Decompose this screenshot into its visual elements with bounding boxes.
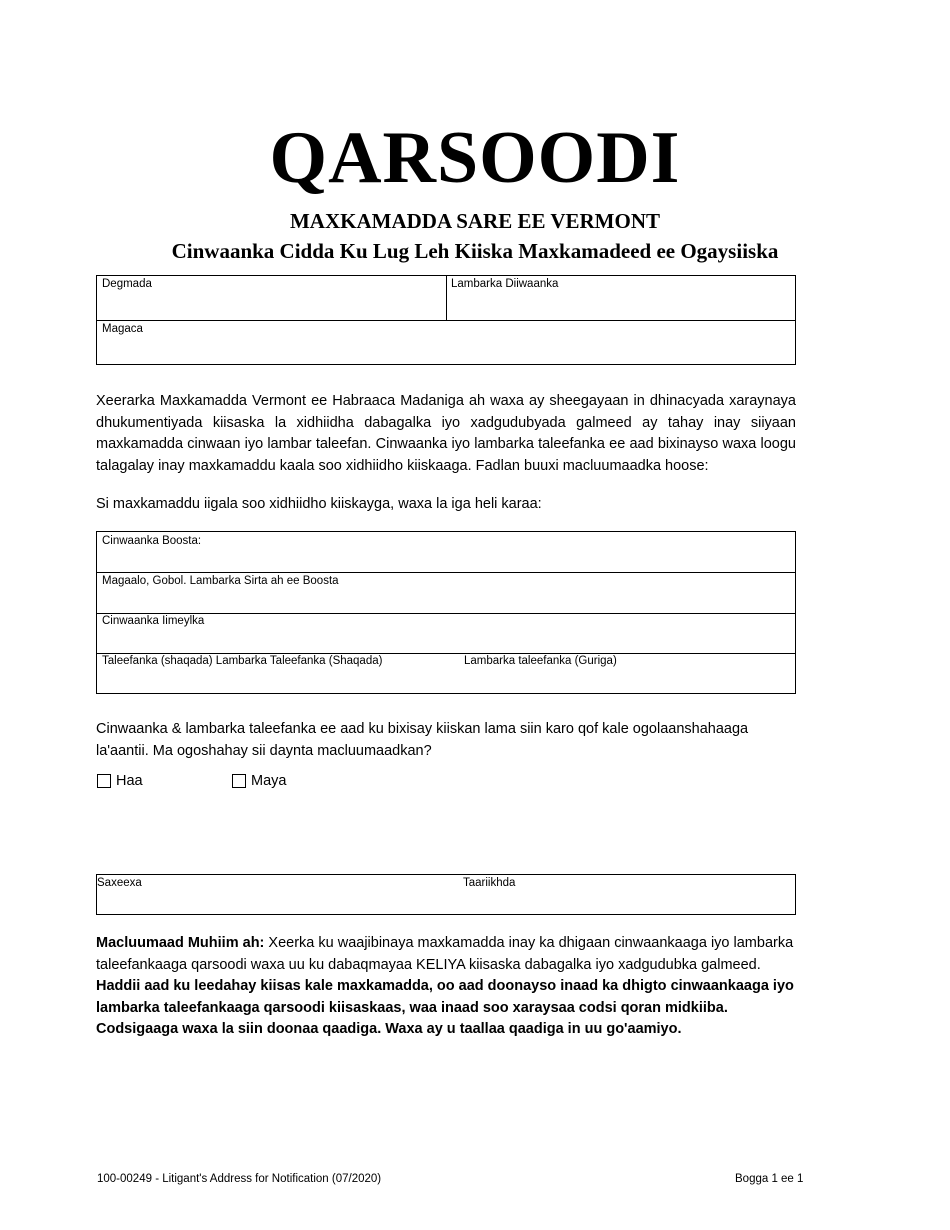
consent-question: Cinwaanka & lambarka taleefanka ee aad ku bixisay kiiskan lama siin karo qof kale ogolaanshahaaga la'aantii. Ma ogoshahay sii daynta macluumaadkan? — [96, 721, 749, 759]
case-info-box — [96, 275, 796, 365]
consent-yes-option[interactable] — [97, 773, 143, 789]
checkbox-icon[interactable] — [97, 774, 111, 788]
date-field-label[interactable]: Taariikhda — [463, 877, 516, 889]
mailing-address-field-label[interactable]: Cinwaanka Boosta: — [102, 535, 202, 547]
intro-paragraph: Xeerarka Maxkamadda Vermont ee Habraaca Madaniga ah waxa ay sheegayaan in dhinacyada xaraynaya dhukumentiyada kiisaska la xidhiidha dabagalka iyo xadgudubyada galmeed ay tahay inay siiyaan maxkamadda cinwaan iyo lambar taleefan. Cinwaanka iyo lambarka taleefanka ee aad bixinayso waxa loogu talagalay inay maxkamaddu kaala soo xidhiidho kiiskaaga. Fadlan buuxi macluumaadka hoose: — [96, 393, 796, 474]
contact-intro: Si maxkamaddu iigala soo xidhiidho kiiskayga, waxa la iga heli karaa: — [96, 496, 542, 512]
form-subtitle: Cinwaanka Cidda Ku Lug Leh Kiiska Maxkamadeed ee Ogaysiiska — [171, 239, 779, 263]
work-phone-field-label[interactable]: Taleefanka (shaqada) Lambarka Taleefanka (Shaqada) — [102, 655, 383, 667]
city-state-zip-field-label[interactable]: Magaalo, Gobol. Lambarka Sirta ah ee Boosta — [102, 575, 339, 587]
form-id-footer: 100-00249 - Litigant's Address for Notification (07/2020) — [97, 1173, 382, 1185]
page-number: Bogga 1 ee 1 — [735, 1173, 804, 1185]
consent-yes-label: Haa — [116, 773, 143, 789]
consent-no-option[interactable] — [232, 773, 286, 789]
unit-field-label[interactable]: Degmada — [102, 278, 152, 290]
notice-text: Xeerka ku waajibinaya maxkamadda inay ka dhigaan cinwaankaaga iyo lambarka taleefankaaga qarsoodi waxa uu ku dabaqmayaa KELIYA kiisaska dabagalka iyo xadgudubka galmeed. — [96, 935, 794, 973]
signature-box — [96, 874, 796, 915]
notice-bold-text: Haddii aad ku leedahay kiisas kale maxkamadda, oo aad doonayso inaad ka dhigto cinwaankaaga iyo lambarka taleefankaaga qarsoodi kiisaskaas, waa inaad soo xaraysaa codsi qoran midkiiba. Codsigaaga waxa la siin doonaa qaadiga. Waxa ay u taallaa qaadiga in uu go'aamiyo. — [96, 978, 794, 1038]
caption-field-label[interactable]: Magaca — [102, 323, 143, 335]
notice-lead: Macluumaad Muhiim ah: — [96, 935, 265, 951]
divider — [97, 572, 795, 573]
home-phone-field-label[interactable]: Lambarka taleefanka (Guriga) — [464, 655, 617, 667]
divider — [446, 276, 447, 320]
court-name: MAXKAMADDA SARE EE VERMONT — [289, 209, 661, 233]
divider — [97, 320, 795, 321]
contact-info-box — [96, 531, 796, 694]
important-notice — [96, 933, 796, 1041]
page-title: QARSOODI — [269, 117, 681, 199]
checkbox-icon[interactable] — [232, 774, 246, 788]
email-field-label[interactable]: Cinwaanka Iimeylka — [102, 615, 205, 627]
signature-field-label[interactable]: Saxeexa — [97, 877, 142, 889]
consent-no-label: Maya — [251, 773, 287, 789]
docket-number-field-label[interactable]: Lambarka Diiwaanka — [451, 278, 559, 290]
